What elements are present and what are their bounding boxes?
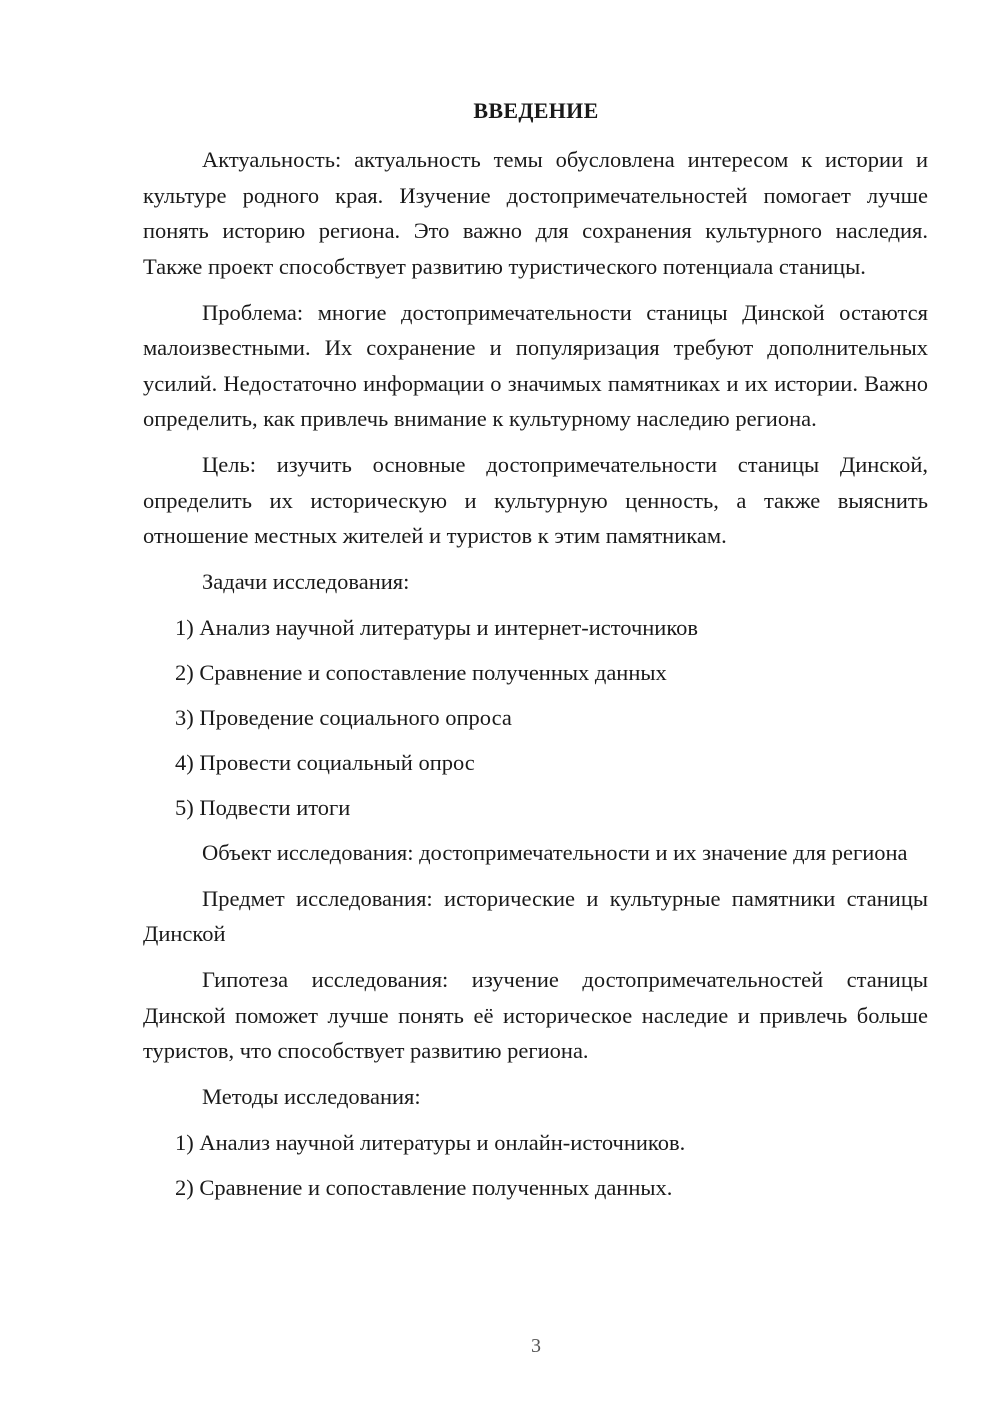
paragraph-hypothesis: Гипотеза исследования: изучение достопримечательностей станицы Динской поможет лучше понять её историческое наследие и привлечь больше туристов, что способствует развитию региона. bbox=[143, 967, 928, 1063]
list-item: 3) Проведение социального опроса bbox=[175, 704, 512, 730]
list-item: 2) Сравнение и сопоставление полученных данных. bbox=[175, 1174, 673, 1200]
list-item: 1) Анализ научной литературы и интернет-источников bbox=[175, 614, 699, 640]
tasks-heading: Задачи исследования: bbox=[202, 569, 410, 594]
paragraph-subject: Предмет исследования: исторические и культурные памятники станицы Динской bbox=[143, 885, 928, 946]
paragraph-goal: Цель: изучить основные достопримечательности станицы Динской, определить их историческую и культурную ценность, а также выяснить отношение местных жителей и туристов к этим памятникам. bbox=[143, 452, 928, 548]
paragraph-relevance: Актуальность: актуальность темы обусловлена интересом к истории и культуре родного края. Изучение достопримечательностей помогает лучше понять историю региона. Это важно для сохранения культурного наследия. Также проект способствует развитию туристического потенциала станицы. bbox=[143, 147, 928, 279]
tasks-list bbox=[143, 610, 928, 826]
page-title: ВВЕДЕНИЕ bbox=[473, 98, 599, 123]
methods-list bbox=[143, 1125, 928, 1206]
paragraph-problem: Проблема: многие достопримечательности станицы Динской остаются малоизвестными. Их сохранение и популяризация требуют дополнительных усилий. Недостаточно информации о значимых памятниках и их истории. Важно определить, как привлечь внимание к культурному наследию региона. bbox=[143, 299, 928, 431]
list-item: 5) Подвести итоги bbox=[175, 794, 351, 820]
page-number: 3 bbox=[531, 1335, 541, 1357]
document-body bbox=[143, 142, 928, 1215]
list-item: 2) Сравнение и сопоставление полученных данных bbox=[175, 659, 667, 685]
paragraph-object: Объект исследования: достопримечательности и их значение для региона bbox=[202, 839, 908, 865]
methods-heading: Методы исследования: bbox=[202, 1084, 421, 1109]
list-item: 4) Провести социальный опрос bbox=[175, 749, 475, 775]
list-item: 1) Анализ научной литературы и онлайн-источников. bbox=[175, 1129, 686, 1155]
